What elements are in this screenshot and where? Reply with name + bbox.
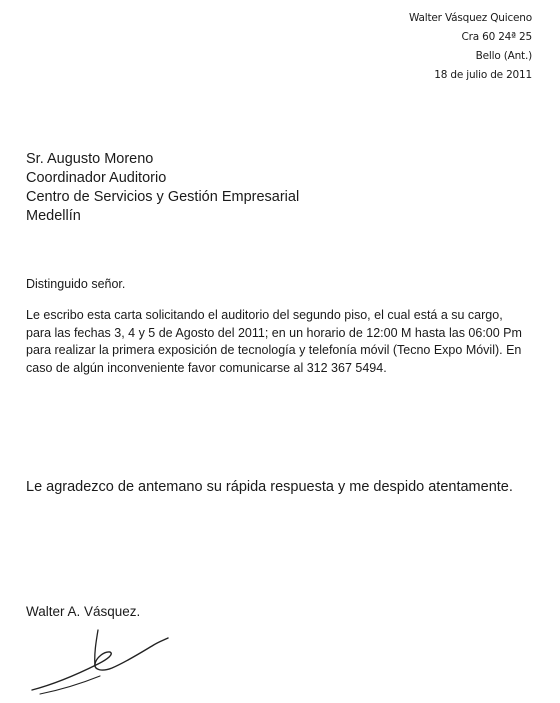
body-line: para las fechas 3, 4 y 5 de Agosto del 2011; en un horario de 12:00 M hasta las 06:00 Pm — [26, 325, 522, 340]
sender-city: Bello (Ant.) — [475, 50, 532, 62]
body-line: Le escribo esta carta solicitando el auditorio del segundo piso, el cual está a su cargo, — [26, 308, 503, 322]
sender-name: Walter Vásquez Quiceno — [409, 12, 532, 24]
letter-closing: Le agradezco de antemano su rápida respuesta y me despido atentamente. — [26, 479, 513, 495]
sender-block — [409, 9, 532, 85]
letter-date: 18 de julio de 2011 — [434, 69, 532, 81]
body-line: para realizar la primera exposición de tecnología y telefonía móvil (Tecno Expo Móvil). En — [26, 343, 522, 357]
recipient-organization: Centro de Servicios y Gestión Empresarial — [26, 189, 300, 205]
handwritten-signature — [30, 624, 170, 696]
signature-name: Walter A. Vásquez. — [26, 604, 141, 619]
recipient-city: Medellín — [26, 208, 81, 224]
letter-body — [26, 307, 538, 377]
sender-address: Cra 60 24ª 25 — [461, 31, 532, 43]
recipient-name: Sr. Augusto Moreno — [26, 151, 154, 167]
recipient-title: Coordinador Auditorio — [26, 170, 167, 186]
recipient-block — [26, 150, 299, 226]
letter-greeting: Distinguido señor. — [26, 277, 126, 291]
body-line: caso de algún inconveniente favor comunicarse al 312 367 5494. — [26, 360, 387, 375]
